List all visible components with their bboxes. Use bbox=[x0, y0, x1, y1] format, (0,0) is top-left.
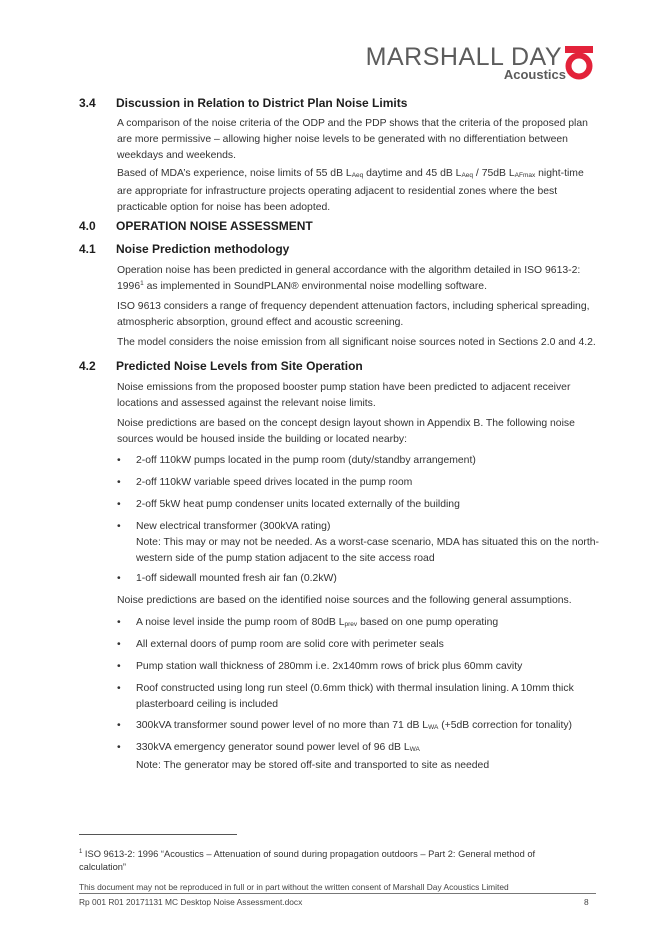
bullet-icon: • bbox=[117, 661, 121, 672]
bullet-icon: • bbox=[117, 477, 121, 488]
footer-disclaimer: This document may not be reproduced in full or in part without the written consent of Marshall Day Acoustics Limited bbox=[79, 882, 509, 892]
section-title: Predicted Noise Levels from Site Operation bbox=[116, 359, 363, 373]
document-reference: Rp 001 R01 20171131 MC Desktop Noise Assessment.docx bbox=[79, 897, 303, 907]
logo-mark-icon bbox=[564, 44, 598, 80]
section-title: OPERATION NOISE ASSESSMENT bbox=[116, 219, 313, 233]
company-logo-name: MARSHALL DAY bbox=[365, 43, 562, 71]
section-4-1-heading bbox=[79, 242, 289, 257]
footnote: $^1$ ISO 9613-2: 1996 “Acoustics – Attenuation of sound during propagation outdoors – Part 2: General method of calculation” bbox=[79, 849, 536, 872]
page-number: 8 bbox=[584, 897, 589, 907]
section-3-4-heading bbox=[79, 96, 407, 111]
paragraph: A comparison of the noise criteria of the ODP and the PDP shows that the criteria of the proposed plan are more permissive – allowing higher noise levels to be generated with no differentiation between weekdays and weekends. bbox=[117, 118, 588, 161]
bullet-icon: • bbox=[117, 617, 121, 628]
paragraph: Based of MDA’s experience, noise limits of 55 dB $L_{Aeq}$ daytime and 45 dB $L_{Aeq} / 75dB$ $L_{AFmax}$ night-time are appropriate for infrastructure projects operating adjacent to residential zones where the best practicable option for noise has been adopted. bbox=[117, 168, 584, 213]
section-number: 3.4 bbox=[79, 96, 96, 110]
section-number: 4.1 bbox=[79, 242, 96, 256]
paragraph: Noise predictions are based on the concept design layout shown in Appendix B. The following noise sources would be housed inside the building or located nearby: bbox=[117, 418, 575, 445]
paragraph: Noise emissions from the proposed booster pump station have been predicted to adjacent receiver locations and assessed against the relevant noise limits. bbox=[117, 382, 571, 409]
section-4-2-heading bbox=[79, 359, 363, 374]
company-logo-sub: Acoustics bbox=[503, 67, 566, 82]
paragraph: Noise predictions are based on the identified noise sources and the following general assumptions. bbox=[117, 595, 572, 606]
section-title: Discussion in Relation to District Plan Noise Limits bbox=[116, 96, 408, 110]
footnote-divider bbox=[79, 834, 237, 835]
bullet-icon: • bbox=[117, 683, 121, 694]
section-title: Noise Prediction methodology bbox=[116, 242, 290, 256]
section-number: 4.0 bbox=[79, 219, 96, 233]
footnote-ref[interactable]: 1 bbox=[140, 280, 144, 287]
paragraph: ISO 9613 considers a range of frequency dependent attenuation factors, including spherical spreading, atmospheric absorption, ground effect and acoustic screening. bbox=[117, 301, 590, 328]
bullet-icon: • bbox=[117, 742, 121, 753]
bullet-icon: • bbox=[117, 455, 121, 466]
bullet-icon: • bbox=[117, 639, 121, 650]
paragraph: The model considers the noise emission from all significant noise sources noted in Sections 2.0 and 4.2. bbox=[117, 337, 596, 348]
section-number: 4.2 bbox=[79, 359, 96, 373]
footer-divider bbox=[79, 893, 596, 894]
bullet-icon: • bbox=[117, 720, 121, 731]
bullet-icon: • bbox=[117, 499, 121, 510]
section-4-0-heading bbox=[79, 219, 313, 234]
paragraph: Operation noise has been predicted in general accordance with the algorithm detailed in ISO 9613-2: 1996$^1$ as implemented in SoundPLAN® environmental noise modelling software. bbox=[117, 265, 581, 292]
bullet-icon: • bbox=[117, 521, 121, 532]
bullet-icon: • bbox=[117, 573, 121, 584]
